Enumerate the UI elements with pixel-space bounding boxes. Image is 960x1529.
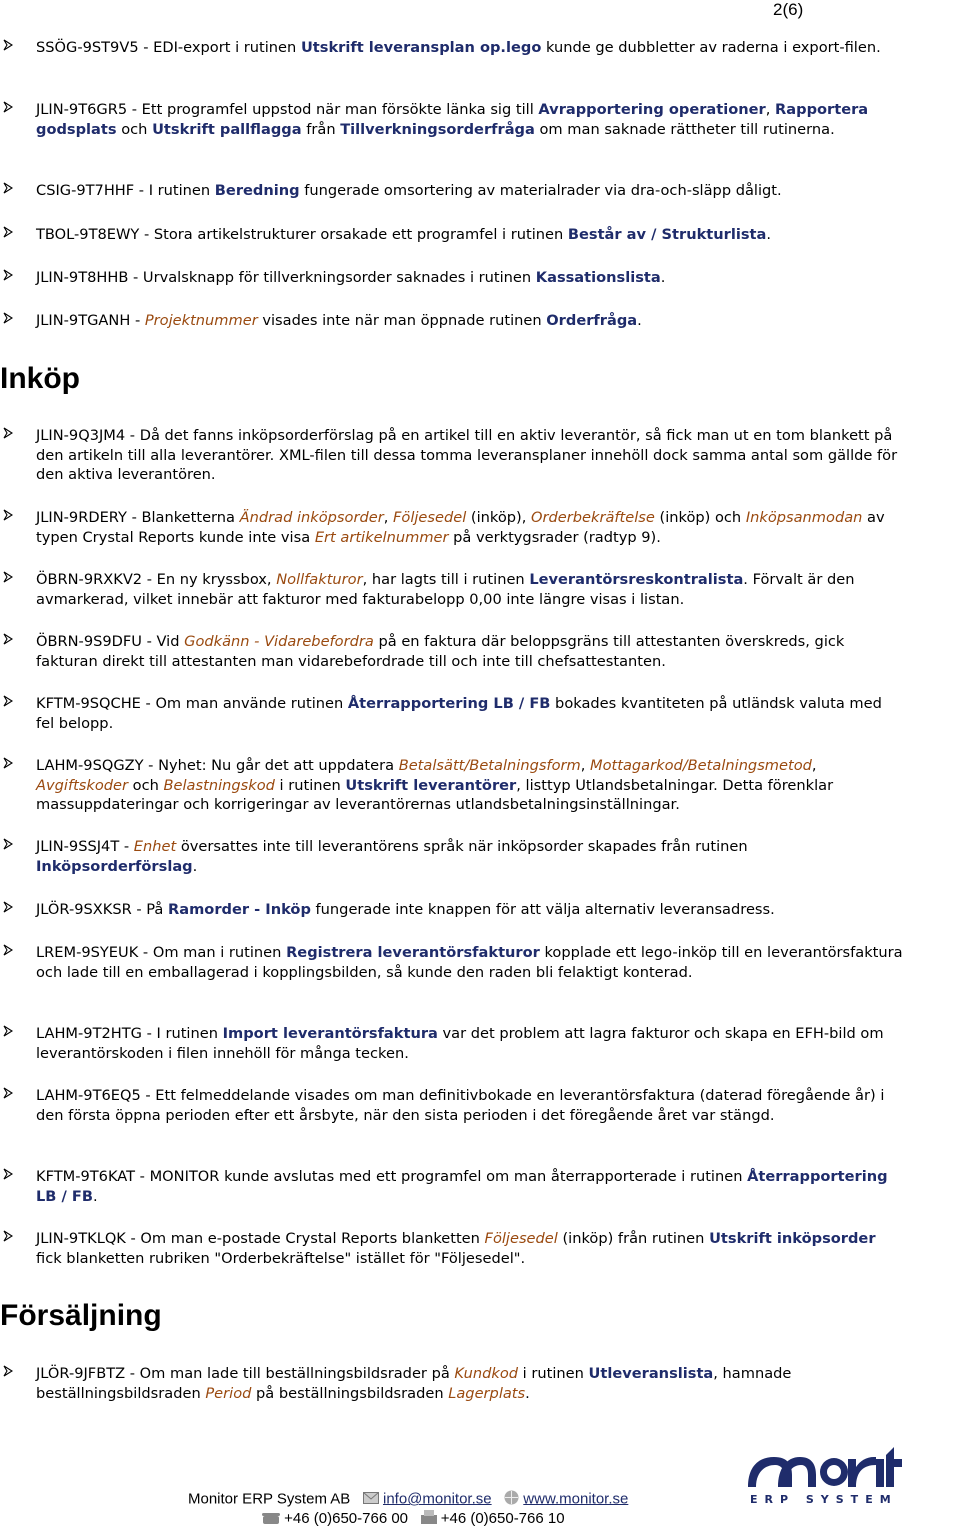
item-text: JLIN-9TKLQK - Om man e-postade Crystal Reports blanketten bbox=[36, 1230, 485, 1247]
routine-name: Ramorder - Inköp bbox=[168, 901, 311, 918]
list-item bbox=[36, 100, 904, 139]
arrowhead-bullet-icon bbox=[3, 570, 13, 590]
item-text: CSIG-9T7HHF - I rutinen bbox=[36, 182, 215, 199]
footer-email-link[interactable]: info@monitor.se bbox=[382, 1490, 492, 1508]
routine-name: Beredning bbox=[214, 182, 300, 199]
arrowhead-bullet-icon bbox=[3, 1167, 13, 1187]
list-item bbox=[36, 837, 904, 876]
item-text: JLÖR-9JFBTZ - Om man lade till beställningsbildsrader på bbox=[36, 1365, 455, 1382]
routine-name: Utleveranslista bbox=[588, 1365, 714, 1382]
arrowhead-bullet-icon bbox=[3, 1086, 13, 1106]
item-text: LAHM-9T6EQ5 - Ett felmeddelande visades om man definitivbokade en leverantörsfaktura (daterad föregående år) i den första öppna perioden efter ett årsbyte, när den sista perioden i det föregående året var stängd. bbox=[36, 1087, 885, 1124]
list-item bbox=[36, 1086, 904, 1125]
field-name: Period bbox=[205, 1384, 252, 1402]
arrowhead-bullet-icon bbox=[3, 181, 13, 201]
routine-name: Återrapportering LB / FB bbox=[36, 1168, 888, 1205]
arrowhead-bullet-icon bbox=[3, 311, 13, 331]
field-name: Belastningskod bbox=[163, 776, 275, 794]
arrowhead-bullet-icon bbox=[3, 1229, 13, 1249]
arrowhead-bullet-icon bbox=[3, 38, 13, 58]
monitor-logo bbox=[748, 1445, 904, 1507]
routine-name: Utskrift leverantörer bbox=[345, 776, 517, 794]
list-item bbox=[36, 943, 904, 982]
arrowhead-bullet-icon bbox=[3, 268, 13, 288]
item-text: KFTM-9SQCHE - Om man använde rutinen bbox=[36, 695, 348, 712]
footer-fax: +46 (0)650-766 10 bbox=[440, 1510, 565, 1527]
item-text: bokades kvantiteten på utländsk valuta med fel belopp. bbox=[36, 695, 882, 732]
heading-forsaljning: Försäljning bbox=[0, 1299, 162, 1332]
field-name: Följesedel bbox=[393, 509, 467, 526]
routine-name: Tillverkningsorderfråga bbox=[340, 120, 535, 138]
globe-icon bbox=[504, 1490, 519, 1509]
routine-name: Kassationslista bbox=[535, 269, 661, 286]
item-text: LREM-9SYEUK - Om man i rutinen bbox=[36, 944, 287, 961]
arrowhead-bullet-icon bbox=[3, 837, 13, 857]
item-text: i rutinen bbox=[274, 776, 346, 794]
item-text: JLIN-9T8HHB - Urvalsknapp för tillverkningsorder saknades i rutinen bbox=[36, 269, 536, 286]
list-item bbox=[36, 1167, 904, 1206]
item-text: från bbox=[301, 120, 341, 138]
arrowhead-bullet-icon bbox=[3, 943, 13, 963]
item-text: , bbox=[811, 757, 817, 774]
field-name: Orderbekräftelse bbox=[531, 509, 655, 526]
routine-name: Import leverantörsfaktura bbox=[222, 1025, 438, 1042]
footer-contact-line bbox=[188, 1490, 628, 1509]
arrowhead-bullet-icon bbox=[3, 426, 13, 446]
field-name: Inköpsanmodan bbox=[745, 509, 863, 526]
list-item bbox=[36, 508, 904, 547]
item-text: LAHM-9SQGZY - Nyhet: Nu går det att uppdatera bbox=[36, 757, 399, 774]
item-text: , bbox=[580, 757, 590, 774]
item-text: . bbox=[766, 226, 772, 243]
field-name: Betalsätt/Betalningsform bbox=[398, 757, 581, 774]
field-name: Kundkod bbox=[454, 1365, 519, 1382]
item-text: , listtyp Utlandsbetalningar. Detta förenklar massuppdateringar och korrigeringar av leverantörernas utlandsbetalningsinställningar. bbox=[36, 776, 834, 813]
item-text: KFTM-9T6KAT - MONITOR kunde avslutas med ett programfel om man återrapporterade i rutinen bbox=[36, 1168, 748, 1185]
field-name: Nollfakturor bbox=[276, 571, 363, 588]
item-text: i rutinen bbox=[518, 1365, 589, 1382]
item-text: på verktygsrader (radtyp 9). bbox=[448, 528, 661, 546]
routine-name: Utskrift leveransplan op.lego bbox=[300, 39, 542, 56]
routine-name: Inköpsorderförslag bbox=[36, 857, 193, 875]
mail-icon bbox=[363, 1491, 379, 1508]
item-text: fungerade inte knappen för att välja alternativ leveransadress. bbox=[310, 901, 775, 918]
item-text: på beställningsbildsraden bbox=[251, 1384, 449, 1402]
item-text: . bbox=[660, 269, 666, 286]
field-name: Godkänn - Vidarebefordra bbox=[184, 633, 374, 650]
footer-phone: +46 (0)650-766 00 bbox=[284, 1510, 409, 1527]
item-text: JLIN-9Q3JM4 - Då det fanns inköpsorderförslag på en artikel till en aktiv leverantör, så fick man ut en tom blankett på den artikeln till alla leverantörer. XML-filen till dessa tomma leveransplaner innehöll dock samma antal som gällde för den aktiva leverantören. bbox=[36, 427, 898, 483]
field-name: Avgiftskoder bbox=[36, 776, 129, 794]
page-number: 2(6) bbox=[773, 0, 804, 19]
field-name: Mottagarkod/Betalningsmetod bbox=[590, 757, 812, 774]
arrowhead-bullet-icon bbox=[3, 100, 13, 120]
item-text: , bbox=[383, 509, 393, 526]
item-text: JLIN-9SSJ4T - bbox=[36, 838, 134, 855]
item-text: JLÖR-9SXKSR - På bbox=[36, 901, 169, 918]
footer-phone-line bbox=[262, 1510, 565, 1528]
list-item bbox=[36, 38, 904, 58]
routine-name: Återrapportering LB / FB bbox=[347, 695, 551, 712]
list-item bbox=[36, 1024, 904, 1063]
heading-inkop: Inköp bbox=[0, 362, 80, 395]
list-item bbox=[36, 1229, 904, 1268]
item-text: , hamnade beställningsbildsraden bbox=[36, 1365, 792, 1402]
item-text: och bbox=[128, 776, 164, 794]
item-text: JLIN-9RDERY - Blanketterna bbox=[36, 509, 240, 526]
routine-name: Avrapportering operationer bbox=[538, 101, 766, 118]
item-text: , har lagts till i rutinen bbox=[362, 571, 530, 588]
routine-name: Utskrift inköpsorder bbox=[709, 1230, 876, 1247]
field-name: Enhet bbox=[133, 838, 177, 855]
arrowhead-bullet-icon bbox=[3, 1364, 13, 1384]
item-text: kopplade ett lego-inköp till en leverantörsfaktura och lade till en emballagerad i kopplingsbilden, så kunde den raden bli felaktigt konterad. bbox=[36, 944, 903, 981]
item-text: översattes inte till leverantörens språk när inköpsorder skapades från rutinen bbox=[176, 838, 748, 855]
item-text: kunde ge dubbletter av raderna i export-filen. bbox=[541, 39, 881, 56]
routine-name: Utskrift pallflagga bbox=[152, 120, 302, 138]
field-name: Ändrad inköpsorder bbox=[239, 509, 384, 526]
item-text: . Förvalt är den avmarkerad, vilket innebär att fakturor med fakturabelopp 0,00 inte längre visas i listan. bbox=[36, 571, 855, 608]
arrowhead-bullet-icon bbox=[3, 632, 13, 652]
list-item bbox=[36, 268, 904, 288]
item-text: . bbox=[192, 857, 198, 875]
arrowhead-bullet-icon bbox=[3, 756, 13, 776]
fax-icon bbox=[421, 1510, 437, 1528]
footer-web-link[interactable]: www.monitor.se bbox=[523, 1490, 629, 1508]
item-text: visades inte när man öppnade rutinen bbox=[257, 312, 547, 329]
list-item bbox=[36, 426, 904, 485]
arrowhead-bullet-icon bbox=[3, 694, 13, 714]
list-item bbox=[36, 756, 904, 815]
item-text: . bbox=[637, 312, 642, 329]
arrowhead-bullet-icon bbox=[3, 1024, 13, 1044]
item-text: JLIN-9T6GR5 - Ett programfel uppstod när man försökte länka sig till bbox=[36, 101, 539, 118]
routine-name: Rapportera godsplats bbox=[36, 101, 869, 138]
arrowhead-bullet-icon bbox=[3, 508, 13, 528]
field-name: Projektnummer bbox=[144, 312, 258, 329]
list-item bbox=[36, 900, 904, 920]
list-item bbox=[36, 694, 904, 733]
list-item bbox=[36, 311, 904, 331]
item-text: SSÖG-9ST9V5 - EDI-export i rutinen bbox=[36, 39, 301, 56]
item-text: JLIN-9TGANH - bbox=[36, 312, 145, 329]
list-item bbox=[36, 225, 904, 245]
item-text: (inköp) från rutinen bbox=[557, 1230, 710, 1247]
item-text: , bbox=[765, 101, 776, 118]
field-name: Följesedel bbox=[484, 1230, 558, 1247]
list-item bbox=[36, 632, 904, 671]
logo-tagline: ERP SYSTEM bbox=[750, 1493, 898, 1506]
item-text: på en faktura där beloppsgräns till attestanten överskreds, gick fakturan direkt till attestanten man vidarebefordrade till och inte till chefsattestanten. bbox=[36, 633, 845, 670]
item-text: (inköp) och bbox=[654, 509, 746, 526]
footer-company: Monitor ERP System AB bbox=[188, 1490, 351, 1508]
list-item bbox=[36, 1364, 904, 1403]
routine-name: Leverantörsreskontralista bbox=[529, 571, 744, 588]
item-text: TBOL-9T8EWY - Stora artikelstrukturer orsakade ett programfel i rutinen bbox=[36, 226, 568, 243]
routine-name: Består av / Strukturlista bbox=[567, 226, 767, 243]
field-name: Ert artikelnummer bbox=[314, 528, 449, 546]
item-text: var det problem att lagra fakturor och skapa en EFH-bild om leverantörskoden i filen innehöll för många tecken. bbox=[36, 1025, 884, 1062]
routine-name: Orderfråga bbox=[546, 312, 638, 329]
list-item bbox=[36, 570, 904, 609]
item-text: (inköp), bbox=[466, 509, 532, 526]
routine-name: Registrera leverantörsfakturor bbox=[286, 944, 540, 961]
item-text: ÖBRN-9S9DFU - Vid bbox=[36, 633, 185, 650]
item-text: och bbox=[116, 120, 153, 138]
item-text: . bbox=[93, 1187, 98, 1205]
arrowhead-bullet-icon bbox=[3, 900, 13, 920]
list-item bbox=[36, 181, 904, 201]
item-text: ÖBRN-9RXKV2 - En ny kryssbox, bbox=[36, 571, 277, 588]
field-name: Lagerplats bbox=[448, 1384, 526, 1402]
item-text: . bbox=[525, 1384, 530, 1402]
arrowhead-bullet-icon bbox=[3, 225, 13, 245]
item-text: fungerade omsortering av materialrader via dra-och-släpp dåligt. bbox=[299, 182, 782, 199]
item-text: fick blanketten rubriken "Orderbekräftelse" istället för "Följesedel". bbox=[36, 1249, 526, 1267]
item-text: om man saknade rättheter till rutinerna. bbox=[534, 120, 835, 138]
item-text: av typen Crystal Reports kunde inte visa bbox=[36, 509, 885, 546]
item-text: LAHM-9T2HTG - I rutinen bbox=[36, 1025, 223, 1042]
phone-icon bbox=[262, 1511, 280, 1528]
